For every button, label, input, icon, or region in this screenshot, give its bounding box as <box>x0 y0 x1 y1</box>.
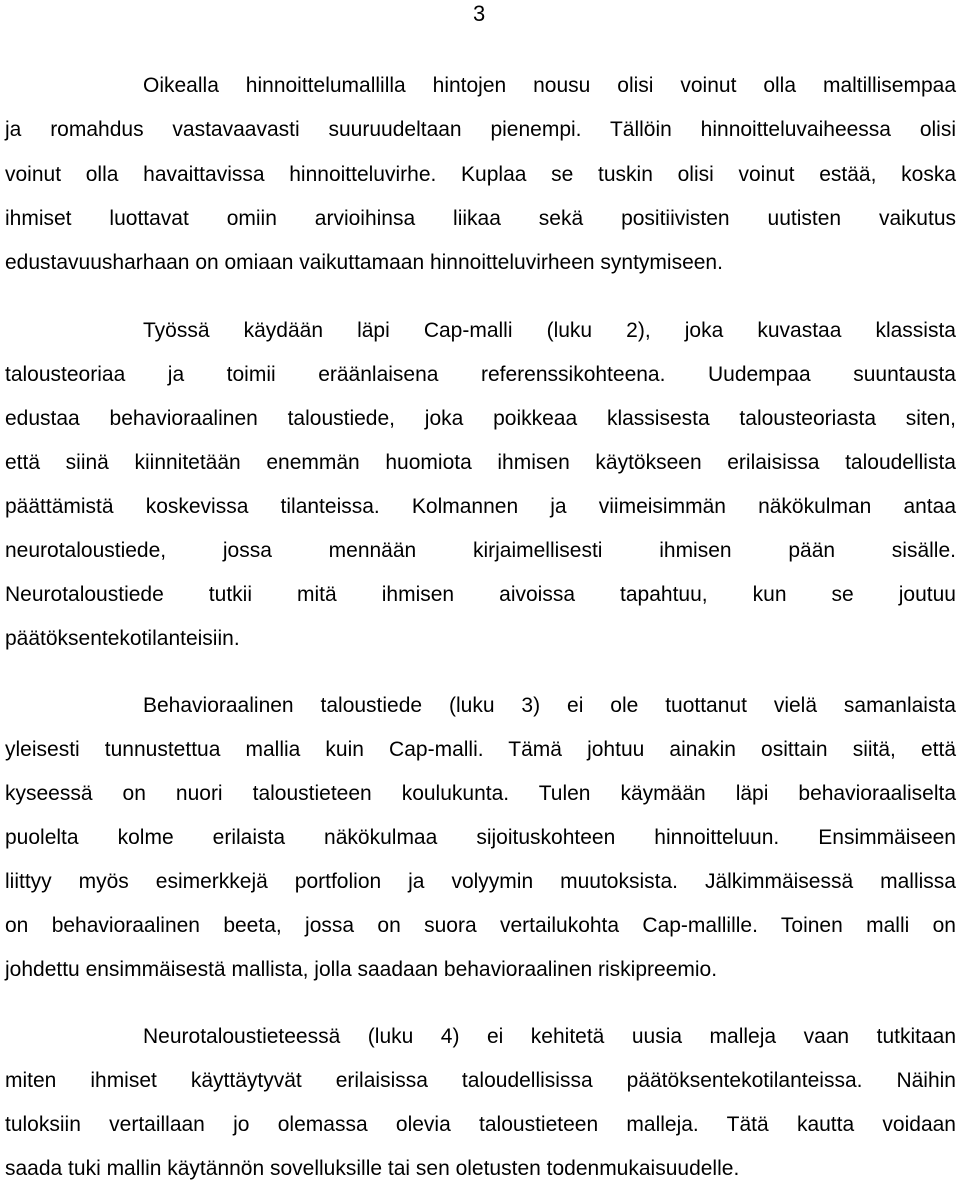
text-line: edustaa behavioraalinen taloustiede, joka poikkeaa klassisesta talousteoriasta siten, <box>5 407 956 430</box>
text-line: edustavuusharhaan on omiaan vaikuttamaan hinnoitteluvirheen syntymiseen. <box>5 251 723 274</box>
text-line: Neurotaloustiede tutkii mitä ihmisen aivoissa tapahtuu, kun se joutuu <box>5 583 956 606</box>
text-line: kyseessä on nuori taloustieteen koulukunta. Tulen käymään läpi behavioraaliselta <box>5 782 956 805</box>
text-line: neurotaloustiede, jossa mennään kirjaimellisesti ihmisen pään sisälle. <box>5 539 956 562</box>
text-line: talousteoriaa ja toimii eräänlaisena referenssikohteena. Uudempaa suuntausta <box>5 363 956 386</box>
text-line: voinut olla havaittavissa hinnoitteluvirhe. Kuplaa se tuskin olisi voinut estää, koska <box>5 163 956 186</box>
text-line: saada tuki mallin käytännön sovelluksille tai sen oletusten todenmukaisuudelle. <box>5 1157 740 1180</box>
text-line: tuloksiin vertaillaan jo olemassa olevia taloustieteen malleja. Tätä kautta voidaan <box>5 1113 956 1136</box>
text-line: johdettu ensimmäisestä mallista, jolla saadaan behavioraalinen riskipreemio. <box>5 958 718 981</box>
text-line: miten ihmiset käyttäytyvät erilaisissa taloudellisissa päätöksentekotilanteissa. Näihin <box>5 1069 956 1092</box>
text-line: on behavioraalinen beeta, jossa on suora vertailukohta Cap-mallille. Toinen malli on <box>5 914 956 937</box>
text-line: Oikealla hinnoittelumallilla hintojen nousu olisi voinut olla maltillisempaa <box>143 74 956 97</box>
text-line: Työssä käydään läpi Cap-malli (luku 2), joka kuvastaa klassista <box>143 319 956 342</box>
text-line: liittyy myös esimerkkejä portfolion ja volyymin muutoksista. Jälkimmäisessä mallissa <box>5 870 956 893</box>
text-line: päättämistä koskevissa tilanteissa. Kolmannen ja viimeisimmän näkökulman antaa <box>5 495 956 518</box>
text-line: päätöksentekotilanteisiin. <box>5 627 240 650</box>
text-line: Behavioraalinen taloustiede (luku 3) ei ole tuottanut vielä samanlaista <box>143 694 956 717</box>
text-line: Neurotaloustieteessä (luku 4) ei kehitetä uusia malleja vaan tutkitaan <box>143 1025 956 1048</box>
text-line: ihmiset luottavat omiin arvioihinsa liikaa sekä positiivisten uutisten vaikutus <box>5 207 956 230</box>
page-number: 3 <box>473 1 486 26</box>
text-line: että siinä kiinnitetään enemmän huomiota ihmisen käytökseen erilaisissa taloudellista <box>5 451 956 474</box>
text-line: puolelta kolme erilaista näkökulmaa sijoituskohteen hinnoitteluun. Ensimmäiseen <box>5 826 956 849</box>
text-line: yleisesti tunnustettua mallia kuin Cap-malli. Tämä johtuu ainakin osittain siitä, että <box>5 738 956 761</box>
text-line: ja romahdus vastavaavasti suuruudeltaan pienempi. Tällöin hinnoitteluvaiheessa olisi <box>5 118 956 141</box>
